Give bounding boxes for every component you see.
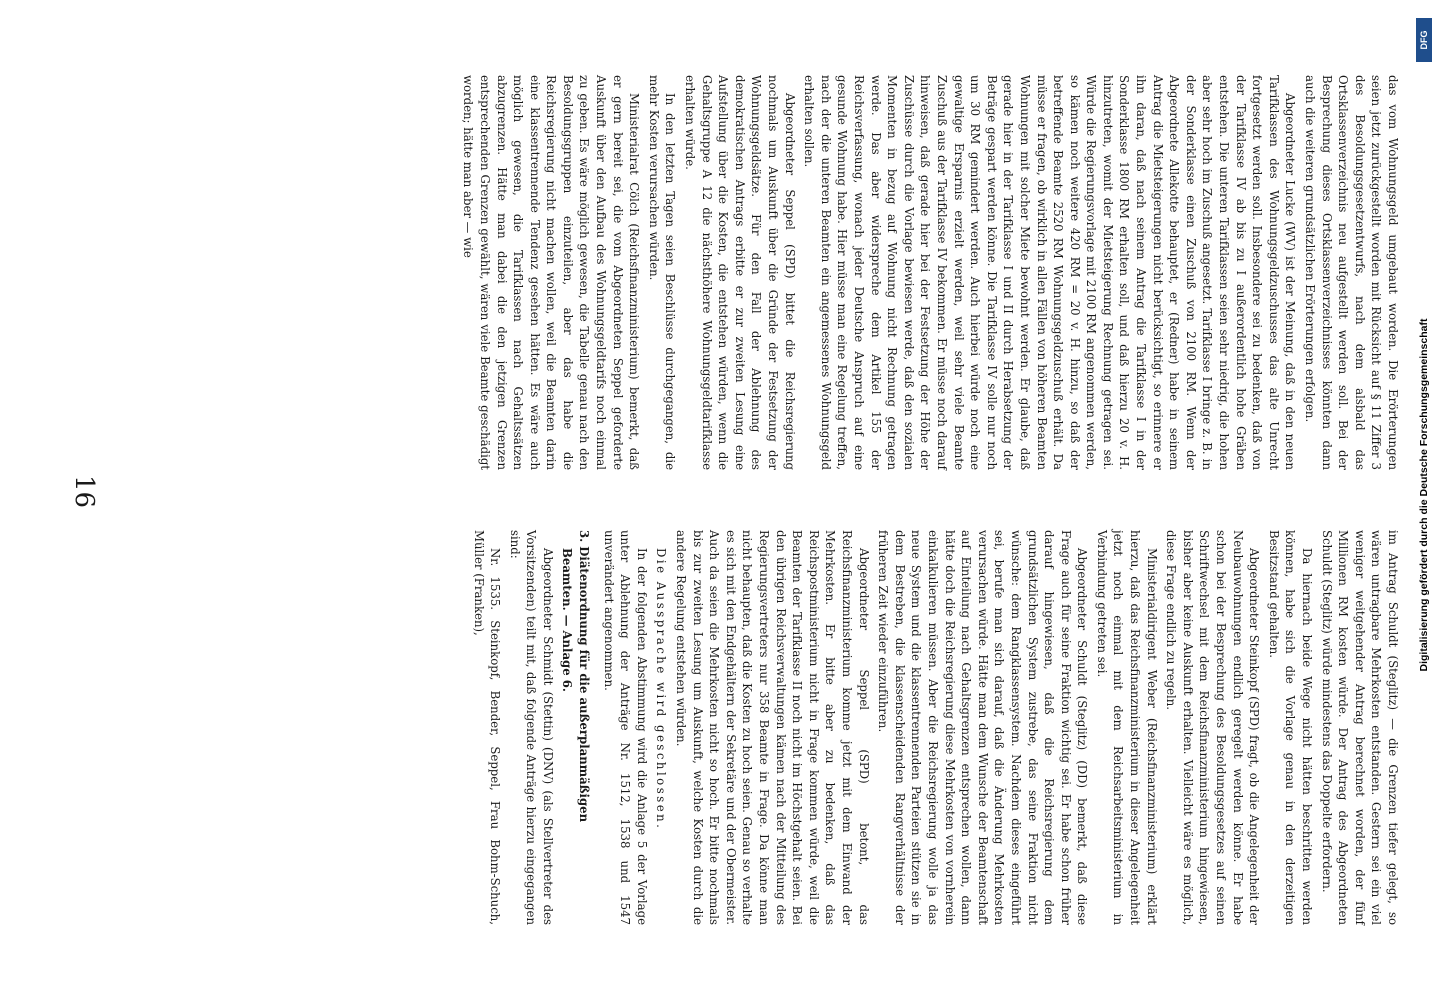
- paragraph: im Antrag Schuldt (Steglitz) — die Grenzen tiefer gelegt, so wären untragbare Mehrkosten entstanden. Gestern sei ein viel weniger weitgehender Antrag berechnet worden, der fünf Millionen RM kosten würde. Der Antrag des Abgeordneten Schuldt (Steglitz) würde mindestens das Doppelte erfordern.: [1319, 530, 1400, 925]
- paragraph: Abgeordneter Seppel (SPD) betont, das Reichsfinanzministerium komme jetzt mit dem Einwand der Mehrkosten. Er bitte aber zu bedenken, daß das Reichspostministerium nicht in Frage kommen würde, weil die Beamten der Tarifklasse II noch nicht im Höchstgehalt seien. Bei den übrigen Reichsverwaltungen kämen nach der Mitteilung des Regierungsvertreters nur 358 Beamte in Frage. Da könne man nicht behaupten, daß die Kosten zu hoch seien. Genau so verhalte es sich mit den Endgehältern der Sekretäre und der Obermeister. Auch da seien die Mehrkosten nicht so hoch. Er bitte nochmals bis zur zweiten Lesung um Auskunft, welche Kosten durch die andere Regelung entstehen würden.: [674, 530, 871, 925]
- dfg-logo: DFG: [1416, 18, 1432, 62]
- motion-line: Nr. 1535. Steinkopf, Bender, Seppel, Frau Bohm-Schuch, Müller (Franken),: [471, 530, 503, 925]
- paragraph: Ministerialrat Cölch (Reichsfinanzministerium) bemerkt, daß er gern bereit sei, die vom Abgeordneten Seppel geforderte Auskunft über den Aufbau des Wohnungsgeldtarifs noch einmal zu geben. Es wäre möglich gewesen, die Tabelle genau nach den Besoldungsgruppen einzuteilen, aber das habe die Reichsregierung nicht machen wollen, weil die Beamten darin eine klassentrennende Tendenz gesehen hätten. Es wäre auch möglich gewesen, die Tarifklassen nach Gehaltssätzen abzugrenzen. Hätte man dabei die den jetzigen Grenzen entsprechenden Grenzen gewählt, wären viele Beamte geschädigt worden; hätte man aber — wie: [461, 75, 642, 470]
- section-heading: [559, 530, 592, 925]
- digitization-footer: [1415, 10, 1433, 990]
- heading-line-1: 3. Diätenordnung für die außerplanmäßigen: [577, 530, 592, 823]
- vote-paragraph: In der folgenden Abstimmung wird die Anlage 5 der Vorlage unter Ablehnung der Anträge Nr. 1512, 1538 und 1547 unverändert angenommen.: [601, 530, 649, 925]
- right-column: [467, 530, 1401, 925]
- paragraph: Abgeordneter Schuldt (Steglitz) (DD) bemerkt, daß diese Frage auch für seine Fraktion wichtig sei. Er habe schon früher darauf hingewiesen, daß die Reichsregierung dem grundsätzlichen System zustrebe, das seine Fraktion nicht wünsche: dem Rangklassensystem. Nachdem dieses eingeführt sei, berufe man sich darauf, daß die Änderung Mehrkosten verursachen würde. Hätte man dem Wunsche der Beamtenschaft auf Einteilung nach Gehaltsgrenzen entsprechen wollen, dann hätte doch die Reichsregierung diese Mehrkosten von vornherein einkalkulieren müssen. Aber die Reichsregierung wolle ja das neue System und die klassentrennenden Parteien stützen sie in dem Bestreben, die klassenscheidenden Rangverhältnisse der früheren Zeit wieder einzuführen.: [876, 530, 1090, 925]
- rotated-page: [17, 0, 1417, 1000]
- paragraph: Abgeordneter Steinkopf (SPD) fragt, ob die Angelegenheit der Neubauwohnungen endlich geregelt werden könne. Er habe schon bei der Besprechung des Besoldungsgesetzes auf seinen Schriftwechsel mit dem Reichsfinanzministerium hingewiesen, bisher aber keine Auskunft erhalten. Vielleicht wäre es möglich, diese Frage endlich zu regeln.: [1164, 530, 1262, 925]
- paragraph: In den letzten Tagen seien Beschlüsse durchgegangen, die mehr Kosten verursachen würden.: [646, 75, 678, 470]
- page-number: 16: [69, 475, 99, 509]
- paragraph: Abgeordneter Seppel (SPD) bittet die Reichsregierung nochmals um Auskunft über die Gründe der Festsetzung der Wohnungsgeldsätze. Für den Fall der Ablehnung des demokratischen Antrags erbitte er zur zweiten Lesung eine Aufstellung über die Kosten, die entstehen würden, wenn die Gehaltsgruppe A 12 die nächsthöhere Wohnungsgeldtarifklasse erhalten würde.: [683, 75, 797, 470]
- paragraph: Abgeordneter Schmidt (Stettin) (DNV) (als Stellvertreter des Vorsitzenden) teilt mit, daß folgende Anträge hierzu eingegangen sind:: [507, 530, 555, 925]
- paragraph: Abgeordneter Lucke (WV) ist der Meinung, daß in den neuen Tarifklassen des Wohnungsgeldzuschusses das alte Unrecht fortgesetzt werden soll. Insbesondere sei zu bedenken, daß von der Tarifklasse IV ab bis zu I außerordentlich hohe Gräben entstehen. Die unteren Tarifklassen seien sehr niedrig, die hohen aber sehr hoch im Zuschuß angesetzt. Tarifklasse I bringe z. B. in der Sonderklasse einen Zuschuß von 2100 RM. Wenn der Abgeordnete Allekotte behauptet, er (Redner) habe in seinem Antrag die Mietsteigerungen nicht berücksichtigt, so erinnere er ihn daran, daß nach seinem Antrag die Tarifklasse I in der Sonderklasse 1800 RM erhalten soll, und daß hierzu 20 v. H. hinzutreten, womit der Mietsteigerung Rechnung getragen sei. Würde die Regierungsvorlage mit 2100 RM angenommen werden, so kämen noch weitere 420 RM = 20 v. H. hinzu, so daß der betreffende Beamte 2520 RM Wohnungsgeldzuschuß erhält. Da müsse er fragen, ob wirklich in allen Fällen von höheren Beamten Wohnungen mit solcher Miete bewohnt werden. Er glaube, daß gerade hier in der Tarifklasse I und II durch Herabsetzung der Beträge gespart werden könne. Die Tarifklasse IV solle nur noch um 30 RM gemindert werden. Auch hierbei würde noch eine gewaltige Ersparnis erzielt werden, weil sehr viele Beamte Zuschuß aus der Tarifklasse IV bekommen. Er müsse noch darauf hinweisen, daß gerade hier bei der Festsetzung der Höhe der Zuschüsse durch die Vorlage bewiesen werde, daß den sozialen Momenten in bezug auf Wohnung nicht Rechnung getragen werde. Das aber widerspreche dem Artikel 155 der Reichsverfassung, wonach jeder Deutsche Anspruch auf eine gesunde Wohnung habe. Hier müsse man eine Regelung treffen, nach der die unteren Beamten ein angemessenes Wohnungsgeld erhalten sollen.: [802, 75, 1298, 470]
- footer-text: Digitalisierung gefördert durch die Deutsche Forschungsgemeinschaft: [1418, 318, 1430, 672]
- paragraph: Da hiernach beide Wege nicht hätten beschritten werden können, habe sich die Vorlage genau in den derzeitigen Besitzstand gehalten.: [1266, 530, 1315, 925]
- left-column: [457, 75, 1401, 470]
- closure-line: Die Aussprache wird geschlossen.: [654, 548, 669, 831]
- paragraph: Ministerialdirigent Weber (Reichsfinanzministerium) erklärt hierzu, daß das Reichsfinanzministerium in dieser Angelegenheit jetzt noch einmal mit dem Reichsarbeitsministerium in Verbindung getreten sei.: [1094, 530, 1159, 925]
- heading-line-2: Beamten. — Anlage 6.: [560, 548, 575, 692]
- paragraph: das vom Wohnungsgeld umgebaut worden. Die Erörterungen seien jetzt zurückgestellt worden mit Rücksicht auf § 11 Ziffer 3 des Besoldungsgesetzentwurfs, nach dem alsbald das Ortsklassenverzeichnis neu aufgestellt werden soll. Bei der Besprechung dieses Ortsklassenverzeichnisses könnten dann auch die weiteren grundsätzlichen Erörterungen erfolgen.: [1303, 75, 1400, 470]
